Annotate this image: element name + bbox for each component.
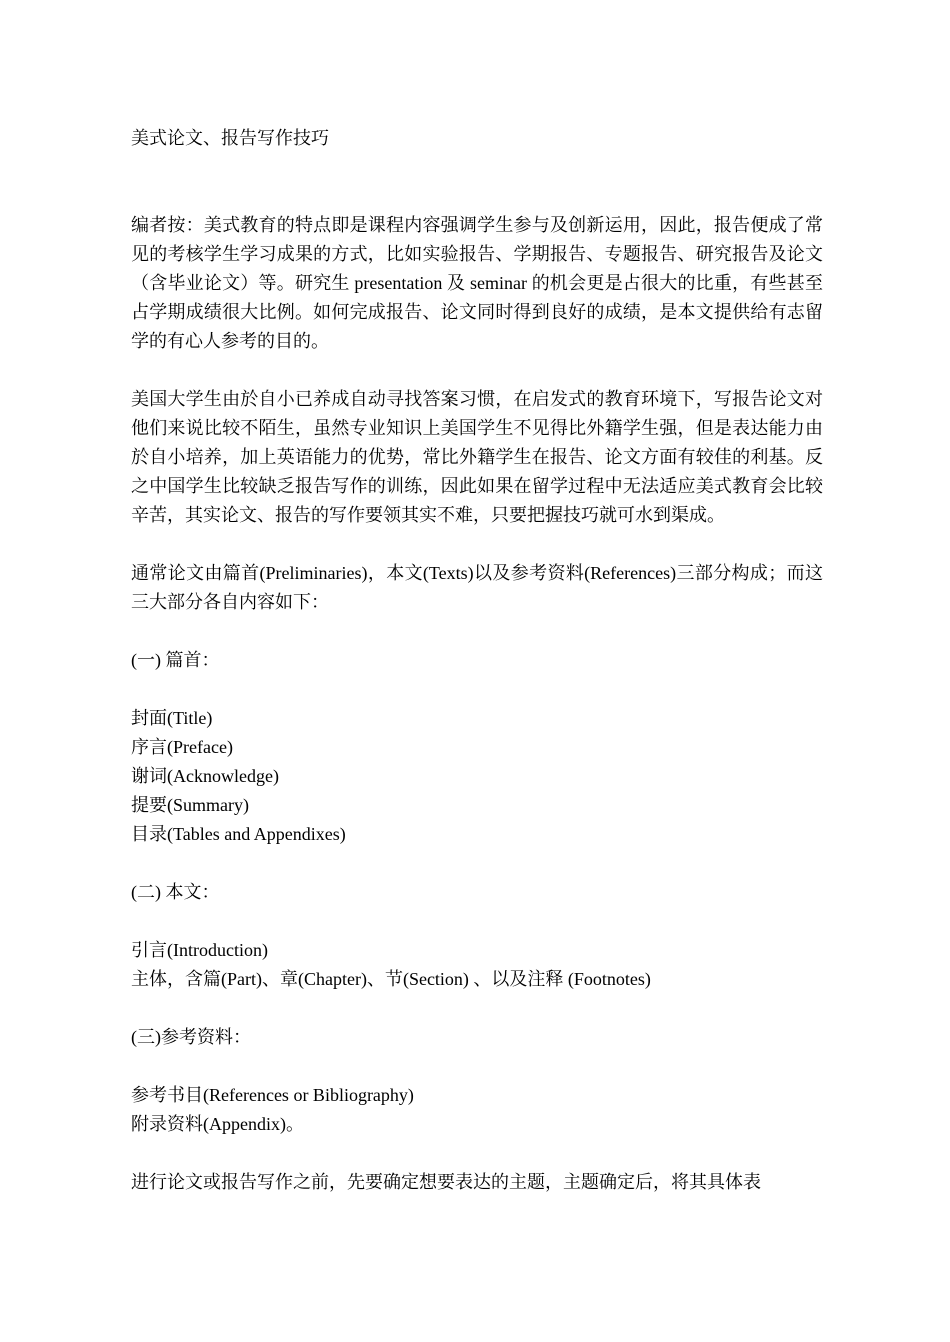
section-heading-references: (三)参考资料： bbox=[131, 1027, 251, 1047]
section-heading-texts: (二) 本文： bbox=[131, 882, 220, 902]
list-item: 附录资料(Appendix)。 bbox=[131, 1114, 304, 1134]
list-item: 目录(Tables and Appendixes) bbox=[131, 824, 346, 844]
references-list bbox=[131, 1081, 823, 1139]
list-item: 封面(Title) bbox=[131, 708, 213, 728]
list-item: 序言(Preface) bbox=[131, 737, 233, 757]
document-body bbox=[131, 124, 823, 1226]
list-item: 引言(Introduction) bbox=[131, 940, 268, 960]
list-item: 提要(Summary) bbox=[131, 795, 249, 815]
list-item: 谢词(Acknowledge) bbox=[131, 766, 279, 786]
list-item: 主体，含篇(Part)、章(Chapter)、节(Section) 、以及注释 (Footnotes) bbox=[131, 969, 651, 989]
body-paragraph-3: 通常论文由篇首(Preliminaries)，本文(Texts)以及参考资料(References)三部分构成；而这三大部分各自内容如下： bbox=[131, 563, 823, 612]
list-item: 参考书目(References or Bibliography) bbox=[131, 1085, 414, 1105]
intro-paragraph: 编者按：美式教育的特点即是课程内容强调学生参与及创新运用，因此，报告便成了常见的考核学生学习成果的方式，比如实验报告、学期报告、专题报告、研究报告及论文（含毕业论文）等。研究生 presentation 及 seminar 的机会更是占很大的比重，有些甚至占学期成绩很大比例。如何完成报告、论文同时得到良好的成绩，是本文提供给有志留学的有心人参考的目的。 bbox=[131, 215, 823, 351]
closing-paragraph: 进行论文或报告写作之前，先要确定想要表达的主题，主题确定后，将其具体表 bbox=[131, 1172, 761, 1192]
body-paragraph-2: 美国大学生由於自小已养成自动寻找答案习惯，在启发式的教育环境下，写报告论文对他们来说比较不陌生，虽然专业知识上美国学生不见得比外籍学生强，但是表达能力由於自小培养，加上英语能力的优势，常比外籍学生在报告、论文方面有较佳的利基。反之中国学生比较缺乏报告写作的训练，因此如果在留学过程中无法适应美式教育会比较辛苦，其实论文、报告的写作要领其实不难，只要把握技巧就可水到渠成。 bbox=[131, 389, 823, 525]
section-heading-preliminaries: (一) 篇首： bbox=[131, 650, 220, 670]
document-title: 美式论文、报告写作技巧 bbox=[131, 128, 329, 148]
texts-list bbox=[131, 936, 823, 994]
preliminaries-list bbox=[131, 704, 823, 849]
